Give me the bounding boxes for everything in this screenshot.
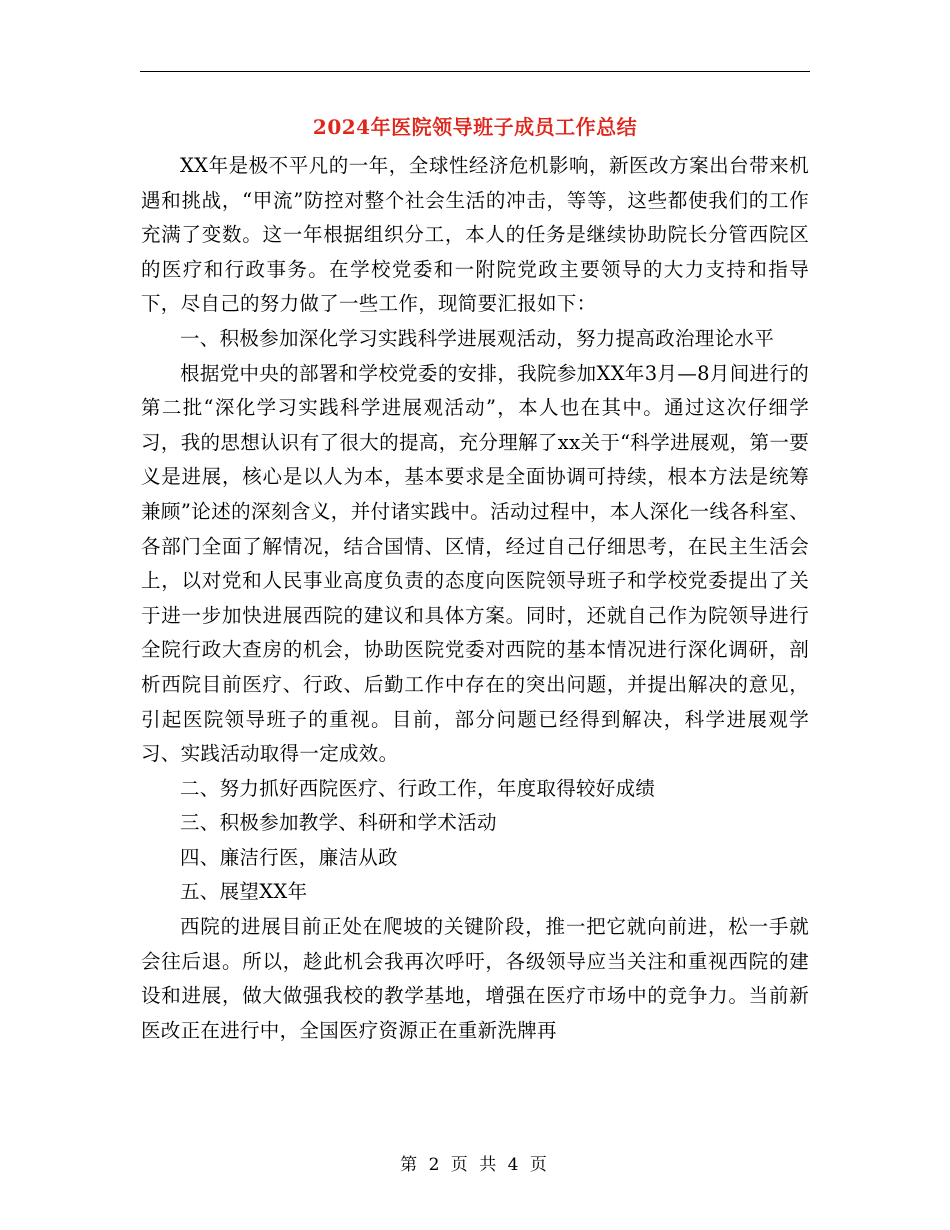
document-body (141, 149, 809, 1048)
section-heading-4: 四、廉洁行医，廉洁从政 (180, 845, 398, 869)
section-5-paragraph: 西院的进展目前正处在爬坡的关键阶段，推一把它就向前进，松一手就会往后退。所以，趁此机会我再次呼吁，各级领导应当关注和重视西院的建设和进展，做大做强我校的教学基地，增强在医疗市场中的竞争力。当前新医改正在进行中，全国医疗资源正在重新洗牌再 (141, 915, 809, 1042)
intro-paragraph: XX年是极不平凡的一年，全球性经济危机影响，新医改方案出台带来机遇和挑战，“甲流”防控对整个社会生活的冲击，等等，这些都使我们的工作充满了变数。这一年根据组织分工，本人的任务是继续协助院长分管西院区的医疗和行政事务。在学校党委和一附院党政主要领导的大力支持和指导下，尽自己的努力做了一些工作，现简要汇报如下： (141, 154, 809, 316)
section-heading-5: 五、展望XX年 (180, 880, 308, 904)
document-title: 2024年医院领导班子成员工作总结 (312, 115, 638, 139)
section-heading-3: 三、积极参加教学、科研和学术活动 (180, 811, 497, 835)
page-number-footer: 第 2 页 共 4 页 (400, 1155, 550, 1175)
header-rule (140, 71, 810, 72)
section-heading-1: 一、积极参加深化学习实践科学进展观活动，努力提高政治理论水平 (180, 326, 775, 350)
section-heading-2: 二、努力抓好西院医疗、行政工作，年度取得较好成绩 (180, 776, 656, 800)
section-1-paragraph: 根据党中央的部署和学校党委的安排，我院参加XX年3月—8月间进行的第二批“深化学习实践科学进展观活动”，本人也在其中。通过这次仔细学习，我的思想认识有了很大的提高，充分理解了xx关于“科学进展观，第一要义是进展，核心是以人为本，基本要求是全面协调可持续，根本方法是统筹兼顾”论述的深刻含义，并付诸实践中。活动过程中，本人深化一线各科室、各部门全面了解情况，结合国情、区情，经过自己仔细思考，在民主生活会上，以对党和人民事业高度负责的态度向医院领导班子和学校党委提出了关于进一步加快进展西院的建议和具体方案。同时，还就自己作为院领导进行全院行政大查房的机会，协助医院党委对西院的基本情况进行深化调研，剖析西院目前医疗、行政、后勤工作中存在的突出问题，并提出解决的意见，引起医院领导班子的重视。目前，部分问题已经得到解决，科学进展观学习、实践活动取得一定成效。 (141, 361, 809, 766)
